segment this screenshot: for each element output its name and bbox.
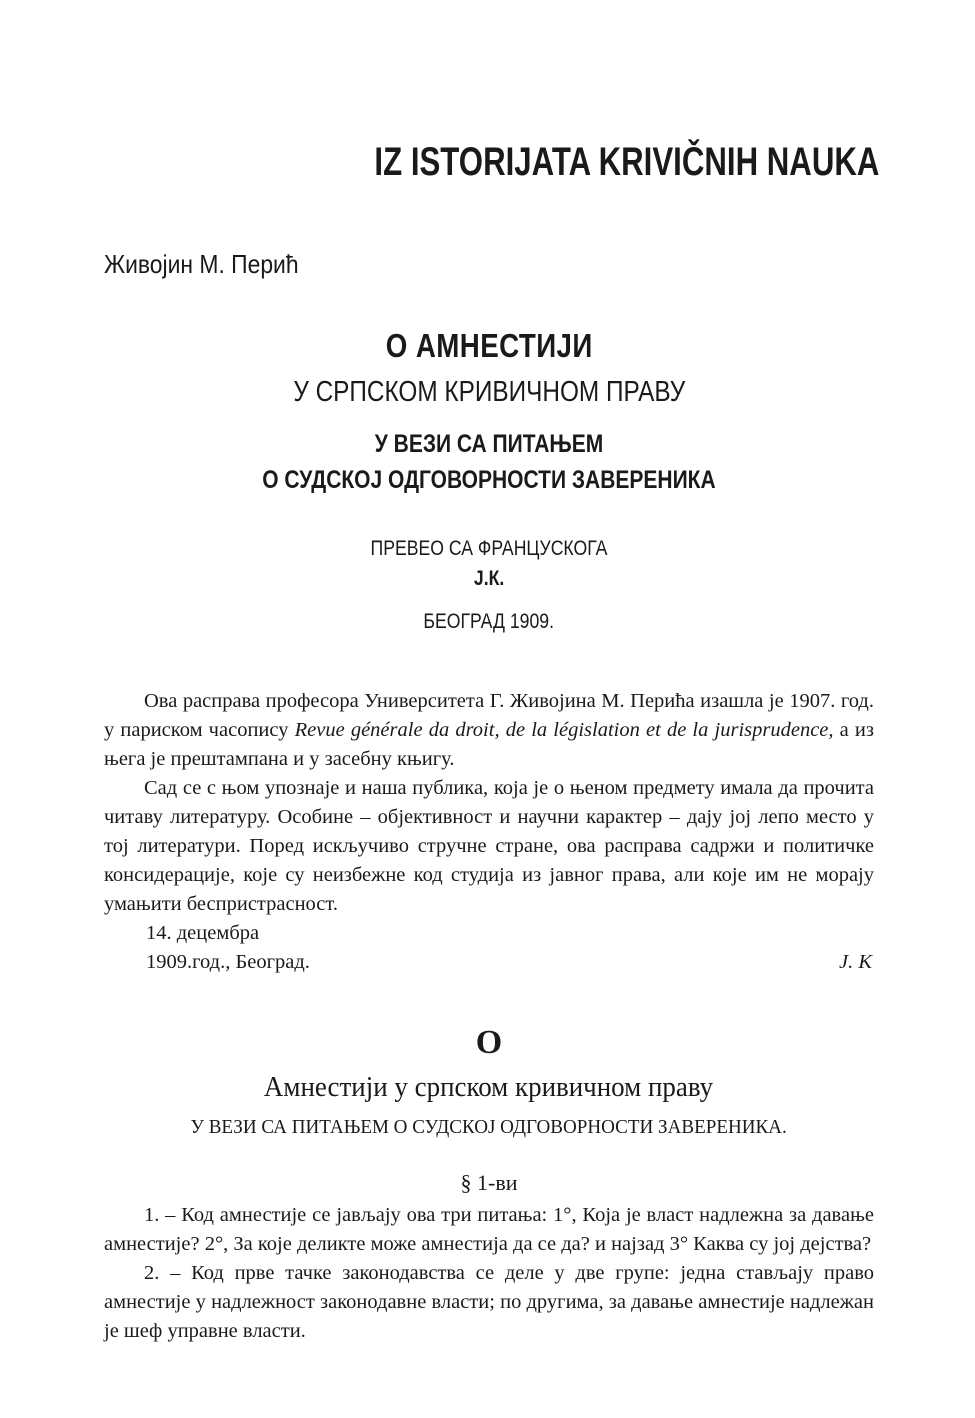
date-block bbox=[104, 919, 874, 977]
date-line-1: 14. децембра bbox=[146, 922, 260, 944]
date-line-2: 1909.год., Београд. bbox=[146, 951, 310, 973]
relation-line-1: У ВЕЗИ СА ПИТАЊЕМ bbox=[374, 430, 604, 458]
relation-line-2: О СУДСКОЈ ОДГОВОРНОСТИ ЗАВЕРЕНИКА bbox=[262, 466, 716, 494]
journal-title-italic: Revue générale da droit, de la législation et de la jurisprudence, bbox=[294, 719, 834, 741]
translated-from-note: ПРЕВЕО СА ФРАНЦУСКОГА bbox=[370, 537, 608, 560]
section-paragraph-mark: § 1-ви bbox=[460, 1170, 518, 1195]
preface-paragraph-1 bbox=[104, 687, 874, 774]
imprint-line: БЕОГРАД 1909. bbox=[423, 610, 555, 633]
body-paragraph-1: 1. – Код амнестије се јављају ова три питања: 1°, Која је власт надлежна за давање амнестије? 2°, За које деликте може амнестија да се да? и најзад 3° Каква су јој дејства? bbox=[104, 1204, 874, 1255]
title-block bbox=[104, 328, 874, 633]
signature-initials: Ј. К bbox=[839, 951, 872, 973]
body-paragraph-2: 2. – Код прве тачке законодавства се деле у две групе: једна стављају право амнестије у надлежност законодавне власти; по другима, за давање амнестије надлежан је шеф управне власти. bbox=[104, 1262, 874, 1342]
rubric-header bbox=[232, 141, 879, 183]
preface-paragraph-2: Сад се с њом упознаје и наша публика, која је о њеном предмету имала да прочита читаву литературу. Особине – објективност и научни карактер – дају јој лепо место у тој литератури. Поред искључиво стручне стране, ова расправа садржи и политичке консидерације, које су неизбежне код студија из јавног права, али које им не морају умањити беспристрасност. bbox=[104, 777, 874, 915]
main-subtitle: У СРПСКОМ КРИВИЧНОМ ПРАВУ bbox=[293, 376, 685, 408]
preface-p1-after: а из њега је прештампана и у засебну књигу. bbox=[104, 719, 874, 770]
main-title: О АМНЕСТИЈИ bbox=[385, 327, 593, 364]
section-title: Амнестији у српском кривичном праву bbox=[264, 1071, 714, 1103]
section-letter: О bbox=[475, 1024, 503, 1061]
date-signature-row bbox=[104, 948, 874, 977]
rubric-header-text: IZ ISTORIJATA KRIVIČNIH NAUKA bbox=[374, 140, 879, 184]
preface-block bbox=[104, 687, 874, 977]
preface-p1-before: Ова расправа професора Университета Г. Живојина М. Перића изашла је 1907. год. у париском часопису bbox=[104, 690, 874, 741]
author-name: Живојин М. Перић bbox=[104, 249, 299, 279]
translator-initials: Ј.К. bbox=[473, 567, 505, 590]
section-subtitle: У ВЕЗИ СА ПИТАЊЕМ О СУДСКОЈ ОДГОВОРНОСТИ ЗАВЕРЕНИКА. bbox=[190, 1116, 788, 1138]
treatise-section bbox=[104, 1024, 874, 1346]
